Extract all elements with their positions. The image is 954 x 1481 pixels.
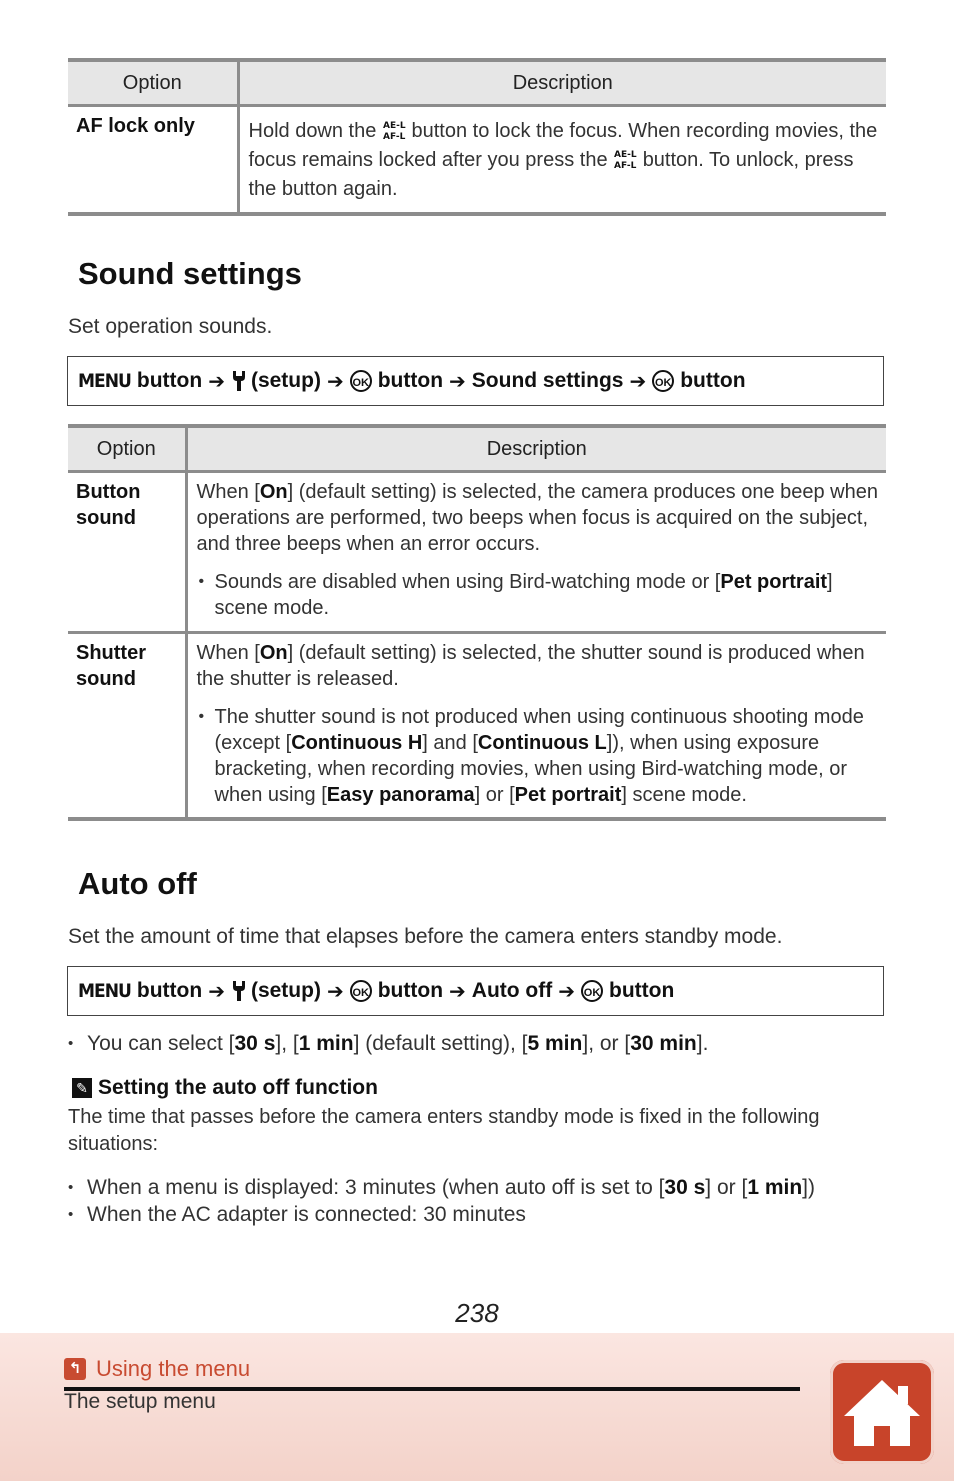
arrow-right-icon: ➔ (326, 980, 344, 1003)
table-header-option: Option (68, 426, 186, 472)
setting-value: 1 min (298, 1032, 354, 1055)
arrow-right-icon: ➔ (629, 370, 647, 393)
description-af-lock-only (238, 106, 886, 215)
path-text: button (136, 979, 203, 1002)
desc-text: When [ (196, 642, 260, 664)
desc-text: When [ (196, 481, 260, 503)
desc-text: button. To unlock, press the button again. (248, 149, 854, 200)
section-title-sound-settings: Sound settings (78, 256, 302, 291)
ok-button-icon: OK (350, 980, 372, 1002)
option-button-sound: Button sound (68, 472, 186, 633)
note-title-text: Setting the auto off function (98, 1076, 378, 1099)
wrench-icon (231, 980, 247, 1002)
description-button-sound (186, 472, 886, 633)
list-item: • You can select [30 s], [1 min] (default setting), [5 min], or [30 min]. (68, 1030, 708, 1057)
table-header-description: Description (186, 426, 886, 472)
home-icon (830, 1360, 934, 1464)
setting-value: 1 min (747, 1176, 803, 1199)
description-shutter-sound (186, 633, 886, 819)
svg-text:AE-L: AE-L (382, 121, 406, 131)
setting-value: 30 min (630, 1032, 697, 1055)
arrow-right-icon: ➔ (449, 370, 466, 393)
ae-l-af-l-icon (382, 119, 406, 141)
auto-off-intro: Set the amount of time that elapses before the camera enters standby mode. (68, 925, 783, 948)
option-shutter-sound: Shutter sound (68, 633, 186, 819)
using-the-menu-link[interactable] (64, 1356, 250, 1382)
note-text: The time that passes before the camera enters standby mode is fixed in the following situations: (68, 1106, 820, 1155)
path-text: Sound settings (471, 369, 624, 392)
sound-settings-table (68, 424, 886, 821)
menu-icon: MENU (78, 980, 131, 1002)
list-item: • When a menu is displayed: 3 minutes (when auto off is set to [30 s] or [1 min]) (68, 1174, 815, 1201)
svg-text:AE-L: AE-L (614, 150, 637, 160)
setting-value: Continuous H (291, 732, 423, 754)
menu-icon: MENU (78, 370, 131, 392)
list-item: • When the AC adapter is connected: 30 minutes (68, 1201, 815, 1228)
ok-button-icon: OK (581, 980, 603, 1002)
table-header-option: Option (68, 60, 238, 106)
note-list (68, 1174, 815, 1228)
link-label: Using the menu (96, 1356, 251, 1381)
path-text: (setup) (250, 369, 321, 392)
sound-settings-intro: Set operation sounds. (68, 315, 273, 338)
sound-settings-menu-path (67, 356, 884, 406)
ok-button-icon: OK (652, 370, 674, 392)
table-header-description: Description (238, 60, 886, 106)
pencil-note-icon: ✎ (72, 1078, 92, 1098)
setting-value: Pet portrait (720, 571, 828, 593)
arrow-right-icon: ➔ (326, 370, 344, 393)
section-title-auto-off: Auto off (78, 866, 197, 901)
list-item (197, 704, 879, 808)
setting-value: 30 s (664, 1176, 706, 1199)
footer-subtitle: The setup menu (64, 1390, 216, 1413)
auto-off-options-list (68, 1030, 708, 1057)
note-heading (72, 1076, 378, 1100)
desc-text: ] (default setting) is selected, the shutter sound is produced when the shutter is released. (196, 642, 865, 690)
wrench-icon (231, 370, 247, 392)
path-text: button (680, 369, 746, 392)
list-item (197, 569, 879, 621)
desc-text: ]), when using exposure bracketing, when recording movies, when using Bird-watching mode, or when using [ (214, 732, 848, 806)
arrow-right-icon: ➔ (449, 980, 466, 1003)
desc-text: ] scene mode. (214, 571, 833, 619)
ok-button-icon: OK (350, 370, 372, 392)
desc-text: ] scene mode. (621, 784, 747, 806)
path-text: button (377, 979, 444, 1002)
desc-text: button to lock the focus. When recording movies, the focus remains locked after you press the (248, 120, 878, 171)
arrow-right-icon: ➔ (208, 370, 225, 393)
desc-text: ] (default setting) is selected, the camera produces one beep when operations are performed, two beeps when focus is acquired on the subject, and three beeps when an error occurs. (196, 481, 878, 555)
arrow-right-icon: ➔ (558, 980, 576, 1003)
svg-text:AF-L: AF-L (614, 161, 637, 170)
page-number: 238 (455, 1298, 499, 1328)
auto-off-menu-path (67, 966, 884, 1016)
arrow-right-icon: ➔ (208, 980, 225, 1003)
desc-text: ] or [ (474, 784, 515, 806)
back-arrow-icon: ↰ (64, 1358, 86, 1380)
path-text: button (609, 979, 675, 1002)
desc-text: The shutter sound is not produced when using continuous shooting mode (except [ (214, 706, 864, 754)
setting-value: Easy panorama (326, 784, 475, 806)
setting-value: 30 s (234, 1032, 276, 1055)
desc-text: ] and [ (422, 732, 478, 754)
ae-l-af-l-icon (613, 148, 637, 170)
path-text: button (377, 369, 444, 392)
af-lock-table (68, 58, 886, 216)
desc-text: Sounds are disabled when using Bird-watching mode or [ (214, 571, 721, 593)
home-button[interactable] (830, 1360, 934, 1464)
option-af-lock-only: AF lock only (68, 106, 238, 215)
path-text: Auto off (471, 979, 553, 1002)
setting-value: On (259, 481, 288, 503)
setting-value: Continuous L (477, 732, 607, 754)
svg-text:AF-L: AF-L (382, 132, 406, 141)
desc-text: Hold down the (248, 120, 377, 142)
setting-value: On (259, 642, 288, 664)
setting-value: Pet portrait (514, 784, 622, 806)
path-text: (setup) (250, 979, 321, 1002)
path-text: button (136, 369, 203, 392)
setting-value: 5 min (527, 1032, 583, 1055)
